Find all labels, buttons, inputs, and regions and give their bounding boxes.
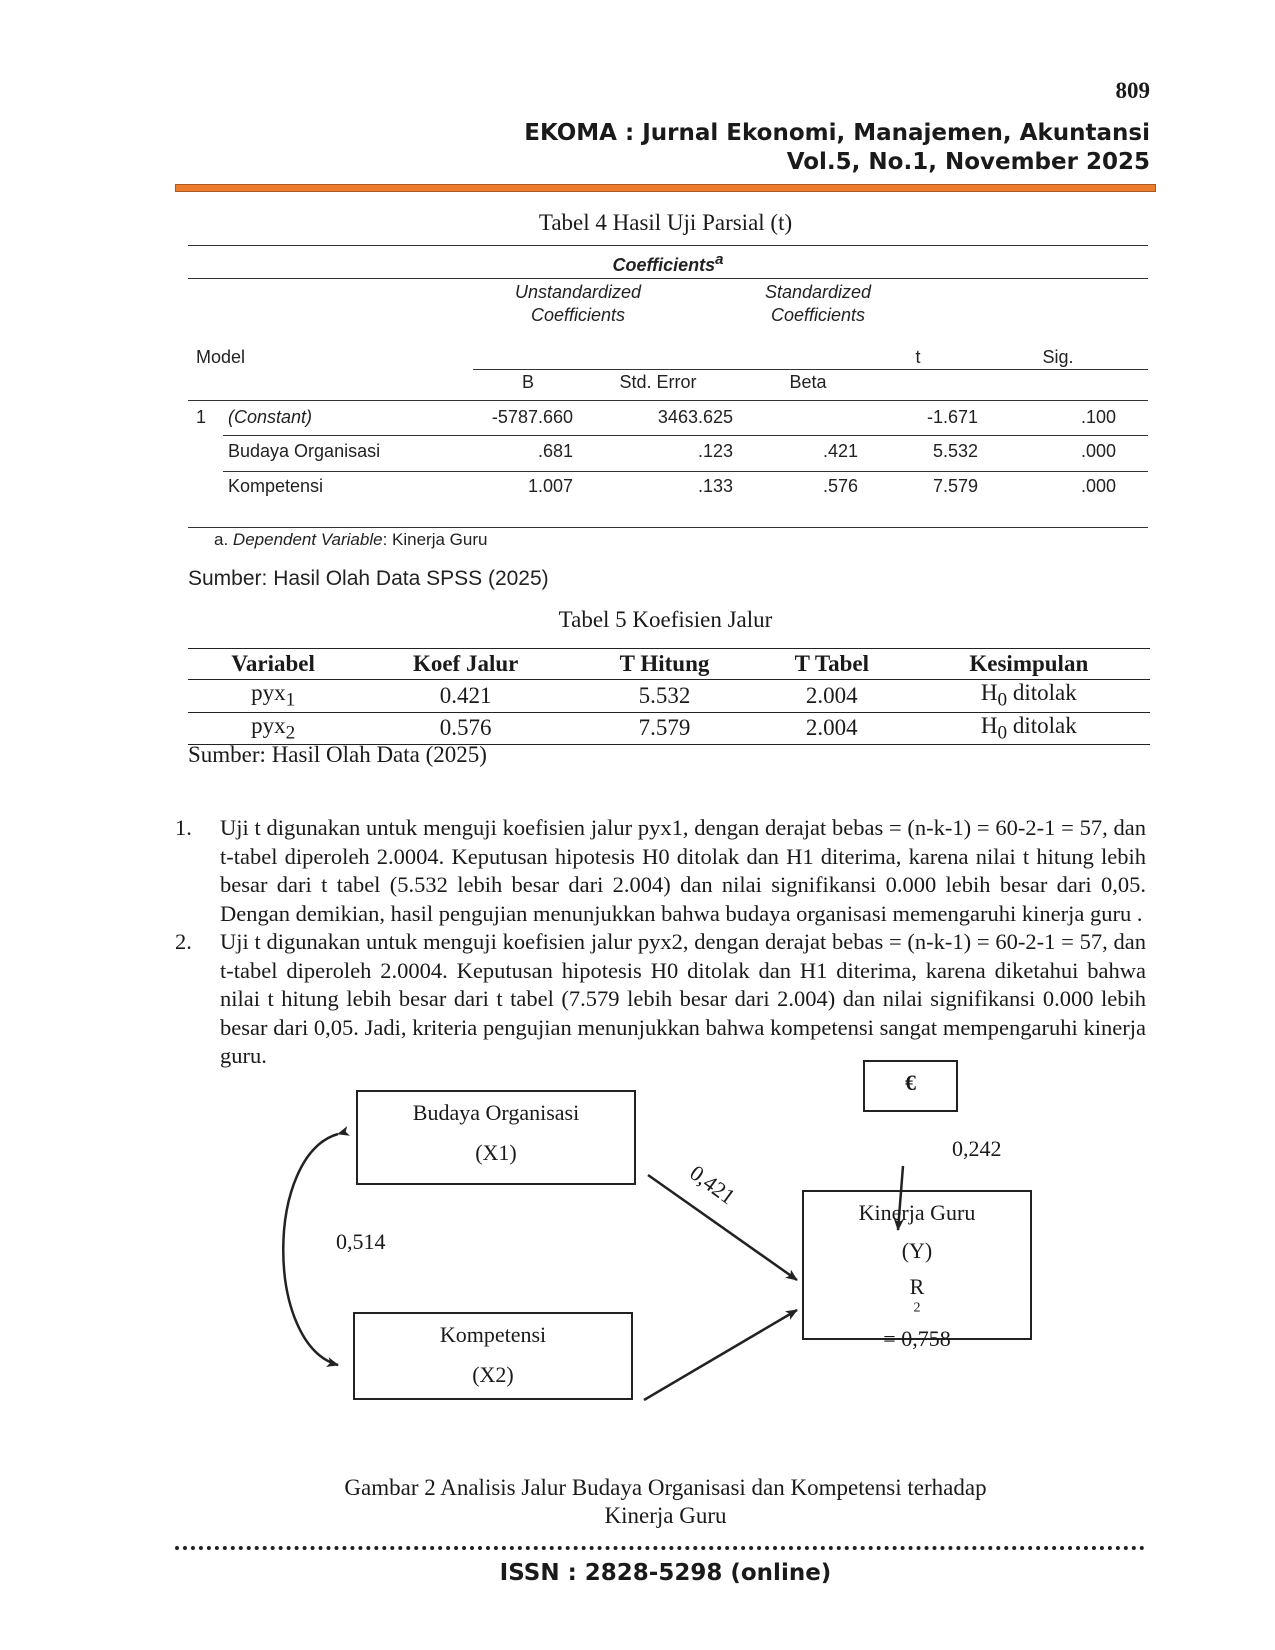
kes-sub: 0 (997, 722, 1008, 744)
path-coefficient-table (188, 648, 1150, 745)
table-cell-koef: 0.421 (358, 680, 573, 713)
r2-post: = 0,758 (883, 1326, 951, 1351)
table-header-row (188, 649, 1150, 680)
issn: ISSN : 2828-5298 (online) (499, 1560, 832, 1586)
group-std-line2: Coefficients (770, 305, 866, 325)
model-number: 1 (196, 407, 207, 427)
y-code: (Y) (901, 1238, 933, 1263)
table-cell-sig: .000 (1080, 476, 1116, 496)
table-cell-b: .681 (537, 441, 573, 461)
list-number: 2. (175, 929, 192, 954)
journal-name: EKOMA : Jurnal Ekonomi, Manajemen, Akuntansi (524, 120, 1150, 146)
table-cell-thitung: 7.579 (573, 712, 756, 745)
kes-post: ditolak (1007, 712, 1077, 738)
table4-footnote (214, 530, 487, 550)
list-text: Uji t digunakan untuk menguji koefisien jalur pyx1, dengan derajat bebas = (n-k-1) = 60-2-1 = 57, dan t-tabel diperoleh 2.0004. Keputusan hipotesis H0 ditolak dan H1 diterima, karena nilai t hitung lebih besar dari t tabel (5.532 lebih besar dari 2.004) dan nilai signifikansi 0.000 lebih besar dari 0,05. Dengan demikian, hasil pengujian menunjukkan bahwa budaya organisasi memengaruhi kinerja guru . (220, 815, 1146, 926)
table4-source: Sumber: Hasil Olah Data SPSS (2025) (188, 567, 549, 590)
kes-pre: H (980, 680, 998, 705)
table-rule (473, 369, 1148, 370)
table-cell-var (188, 712, 358, 745)
table-cell-kesimpulan (908, 680, 1150, 713)
footnote-label: Dependent Variable (232, 530, 383, 549)
var-sub: 1 (285, 689, 296, 711)
var-sub: 2 (285, 722, 296, 744)
var-name: pyx (251, 680, 286, 705)
col-t: t (915, 347, 921, 367)
y-r-squared (804, 1274, 1030, 1352)
table-header: Koef Jalur (358, 649, 573, 680)
table4-title (188, 251, 1148, 276)
x2-code: (X2) (472, 1362, 514, 1387)
y-name: Kinerja Guru (858, 1200, 976, 1225)
list-number: 1. (175, 815, 192, 840)
table-cell-name: Budaya Organisasi (228, 441, 381, 461)
table-header: T Tabel (756, 649, 908, 680)
table4-title-text: Coefficients (612, 255, 716, 275)
table-cell-ttabel: 2.004 (756, 680, 908, 713)
footnote-prefix: a. (214, 530, 229, 549)
table-cell-t: 5.532 (932, 441, 978, 461)
table-cell-var (188, 680, 358, 713)
table-rule (223, 435, 1148, 436)
arrow-x2-y (644, 1310, 797, 1400)
x2-name: Kompetensi (439, 1322, 547, 1347)
group-unstandardized (478, 281, 678, 327)
table-cell-b: -5787.660 (491, 407, 573, 427)
table-cell-t: 7.579 (932, 476, 978, 496)
table-cell-beta: .576 (822, 476, 858, 496)
table-rule (188, 527, 1148, 528)
spss-coefficients-table (188, 245, 1163, 549)
correlation-coefficient: 0,514 (336, 1229, 386, 1254)
x1-code: (X1) (475, 1140, 517, 1165)
var-name: pyx (251, 712, 286, 738)
table-header: Kesimpulan (908, 649, 1150, 680)
table-row (188, 680, 1150, 713)
table-row (188, 712, 1150, 745)
list-item (175, 928, 1146, 1071)
table-header: Variabel (188, 649, 358, 680)
table-cell-sig: .000 (1080, 441, 1116, 461)
table-cell-name: Kompetensi (228, 476, 324, 496)
table-rule (188, 400, 1148, 401)
path-diagram (270, 1070, 1050, 1460)
figure-caption-line1: Gambar 2 Analisis Jalur Budaya Organisasi dan Kompetensi terhadap (344, 1475, 987, 1500)
table-rule (188, 245, 1148, 246)
y-box (802, 1190, 1032, 1351)
table-header: T Hitung (573, 649, 756, 680)
x2-box (353, 1312, 633, 1400)
kes-pre: H (980, 712, 998, 738)
group-standardized (718, 281, 918, 327)
correlation-arc (283, 1134, 338, 1365)
error-symbol: € (905, 1070, 916, 1095)
table-cell-se: .133 (697, 476, 733, 496)
kes-sub: 0 (997, 689, 1008, 711)
group-unstd-line1: Unstandardized (514, 282, 642, 302)
table5-source: Sumber: Hasil Olah Data (2025) (188, 742, 487, 767)
table-rule (223, 471, 1148, 472)
table-cell-ttabel: 2.004 (756, 712, 908, 745)
x1-path-coefficient: 0,421 (685, 1160, 741, 1210)
page-number: 809 (1115, 78, 1150, 103)
x1-name: Budaya Organisasi (412, 1100, 580, 1125)
table-cell-beta: .421 (822, 441, 858, 461)
numbered-points (175, 814, 1146, 1071)
footer-rule (175, 1546, 1145, 1550)
figure-caption (175, 1474, 1156, 1530)
table-rule (188, 278, 1148, 279)
col-model: Model (196, 347, 246, 367)
col-std-error: Std. Error (619, 372, 697, 392)
table-cell-thitung: 5.532 (573, 680, 756, 713)
table-cell-t: -1.671 (926, 407, 978, 427)
table-cell-name: (Constant) (228, 407, 313, 427)
table-cell-se: 3463.625 (657, 407, 733, 427)
table5-caption: Tabel 5 Koefisien Jalur (558, 607, 773, 632)
table-cell-sig: .100 (1080, 407, 1116, 427)
table-cell-koef: 0.576 (358, 712, 573, 745)
col-b: B (521, 372, 534, 392)
journal-volume: Vol.5, No.1, November 2025 (786, 149, 1150, 175)
list-text: Uji t digunakan untuk menguji koefisien jalur pyx2, dengan derajat bebas = (n-k-1) = 60-2-1 = 57, dan t-tabel diperoleh 2.0004. Keputusan hipotesis H0 ditolak dan H1 diterima, karena diketahui bahwa nilai t hitung lebih besar dari t tabel (7.579 lebih besar dari 2.004) dan nilai signifikansi 0.000 lebih besar dari 0,05. Jadi, kriteria pengujian menunjukkan bahwa kompetensi sangat mempengaruhi kinerja guru. (220, 929, 1146, 1068)
error-box (863, 1060, 958, 1112)
header-rule (175, 184, 1156, 192)
col-sig: Sig. (1042, 347, 1074, 367)
x1-box (356, 1090, 636, 1185)
col-beta: Beta (789, 372, 827, 392)
error-coefficient: 0,242 (952, 1136, 1002, 1161)
table4-caption: Tabel 4 Hasil Uji Parsial (t) (538, 210, 793, 235)
kes-post: ditolak (1007, 680, 1077, 705)
table-cell-b: 1.007 (527, 476, 573, 496)
table-cell-se: .123 (697, 441, 733, 461)
r2-pre: R (909, 1274, 925, 1299)
group-std-line1: Standardized (764, 282, 872, 302)
list-item (175, 814, 1146, 928)
group-unstd-line2: Coefficients (530, 305, 626, 325)
footnote-value: : Kinerja Guru (382, 530, 488, 549)
figure-caption-line2: Kinerja Guru (604, 1503, 727, 1528)
table4-title-sup: a (715, 251, 724, 268)
r2-sup: 2 (913, 1300, 921, 1316)
table-cell-kesimpulan (908, 712, 1150, 745)
